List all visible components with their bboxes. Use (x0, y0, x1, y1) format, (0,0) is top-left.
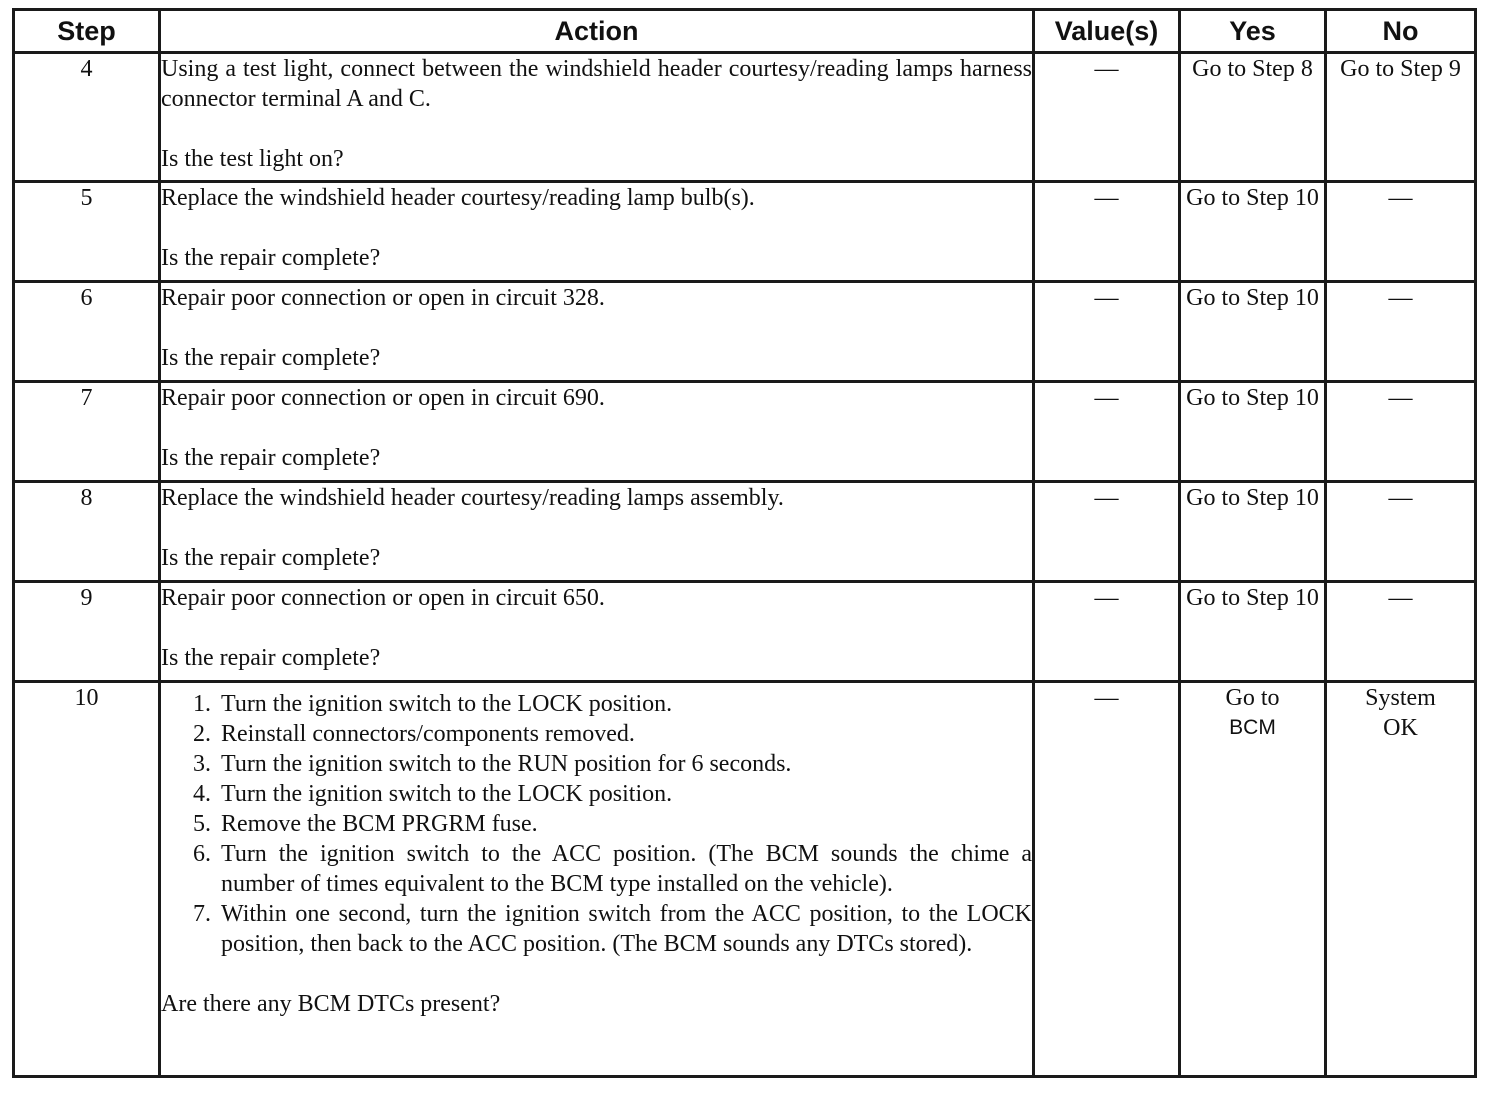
action-text: Replace the windshield header courtesy/reading lamps assembly. (161, 485, 784, 511)
step-number: 5 (14, 182, 160, 282)
no-cell: — (1326, 182, 1476, 282)
header-values: Value(s) (1034, 10, 1180, 53)
action-question: Is the repair complete? (161, 245, 381, 271)
list-item: 7. Within one second, turn the ignition switch from the ACC position, to the LOCK position, then back to the ACC position. (The BCM sounds any DTCs stored). (217, 899, 1032, 959)
action-text: Replace the windshield header courtesy/reading lamp bulb(s). (161, 185, 755, 211)
action-cell (160, 53, 1034, 182)
step-number: 8 (14, 482, 160, 582)
value-cell: — (1034, 53, 1180, 182)
action-text: Repair poor connection or open in circuit 650. (161, 585, 605, 611)
action-question: Is the repair complete? (161, 345, 381, 371)
table-row (14, 53, 1476, 182)
yes-cell: Go to Step 8 (1180, 53, 1326, 182)
list-item: 2. Reinstall connectors/components removed. (217, 719, 1032, 749)
table-row (14, 482, 1476, 582)
action-cell (160, 382, 1034, 482)
value-cell: — (1034, 182, 1180, 282)
step-number: 6 (14, 282, 160, 382)
no-cell: Go to Step 9 (1326, 53, 1476, 182)
yes-cell: Go to Step 10 (1180, 182, 1326, 282)
action-cell (160, 282, 1034, 382)
table-row (14, 382, 1476, 482)
header-step: Step (14, 10, 160, 53)
action-cell (160, 682, 1034, 1077)
action-question: Is the repair complete? (161, 645, 381, 671)
action-text: Using a test light, connect between the windshield header courtesy/reading lamps harness connector terminal A and C. (161, 56, 1032, 112)
action-question: Are there any BCM DTCs present? (161, 991, 501, 1017)
step-number: 10 (14, 682, 160, 1077)
no-cell: — (1326, 382, 1476, 482)
step-number: 7 (14, 382, 160, 482)
action-question: Is the repair complete? (161, 445, 381, 471)
list-item: 6. Turn the ignition switch to the ACC position. (The BCM sounds the chime a number of times equivalent to the BCM type installed on the vehicle). (217, 839, 1032, 899)
yes-line-2: BCM (1229, 716, 1276, 739)
action-cell (160, 482, 1034, 582)
value-cell: — (1034, 282, 1180, 382)
value-cell: — (1034, 482, 1180, 582)
no-cell: — (1326, 482, 1476, 582)
procedure-list (161, 689, 1032, 959)
table-row (14, 682, 1476, 1077)
step-number: 4 (14, 53, 160, 182)
diagnostic-table (12, 8, 1477, 1078)
step-number: 9 (14, 582, 160, 682)
list-item: 1. Turn the ignition switch to the LOCK position. (217, 689, 1032, 719)
action-question: Is the test light on? (161, 146, 344, 172)
action-text: Repair poor connection or open in circuit 690. (161, 385, 605, 411)
no-cell: — (1326, 582, 1476, 682)
no-cell: — (1326, 282, 1476, 382)
action-question: Is the repair complete? (161, 545, 381, 571)
yes-line-1: Go to (1225, 685, 1280, 711)
list-item: 5. Remove the BCM PRGRM fuse. (217, 809, 1032, 839)
action-cell (160, 182, 1034, 282)
table-row (14, 182, 1476, 282)
header-yes: Yes (1180, 10, 1326, 53)
yes-cell: Go to Step 10 (1180, 382, 1326, 482)
header-no: No (1326, 10, 1476, 53)
value-cell: — (1034, 582, 1180, 682)
list-item: 4. Turn the ignition switch to the LOCK position. (217, 779, 1032, 809)
header-row (14, 10, 1476, 53)
no-cell: System OK (1326, 682, 1476, 1077)
header-action: Action (160, 10, 1034, 53)
yes-cell: Go to Step 10 (1180, 282, 1326, 382)
yes-cell (1180, 682, 1326, 1077)
table-row (14, 282, 1476, 382)
yes-cell: Go to Step 10 (1180, 582, 1326, 682)
action-cell (160, 582, 1034, 682)
list-item: 3. Turn the ignition switch to the RUN position for 6 seconds. (217, 749, 1032, 779)
yes-cell: Go to Step 10 (1180, 482, 1326, 582)
table-row (14, 582, 1476, 682)
value-cell: — (1034, 382, 1180, 482)
action-text: Repair poor connection or open in circuit 328. (161, 285, 605, 311)
value-cell: — (1034, 682, 1180, 1077)
